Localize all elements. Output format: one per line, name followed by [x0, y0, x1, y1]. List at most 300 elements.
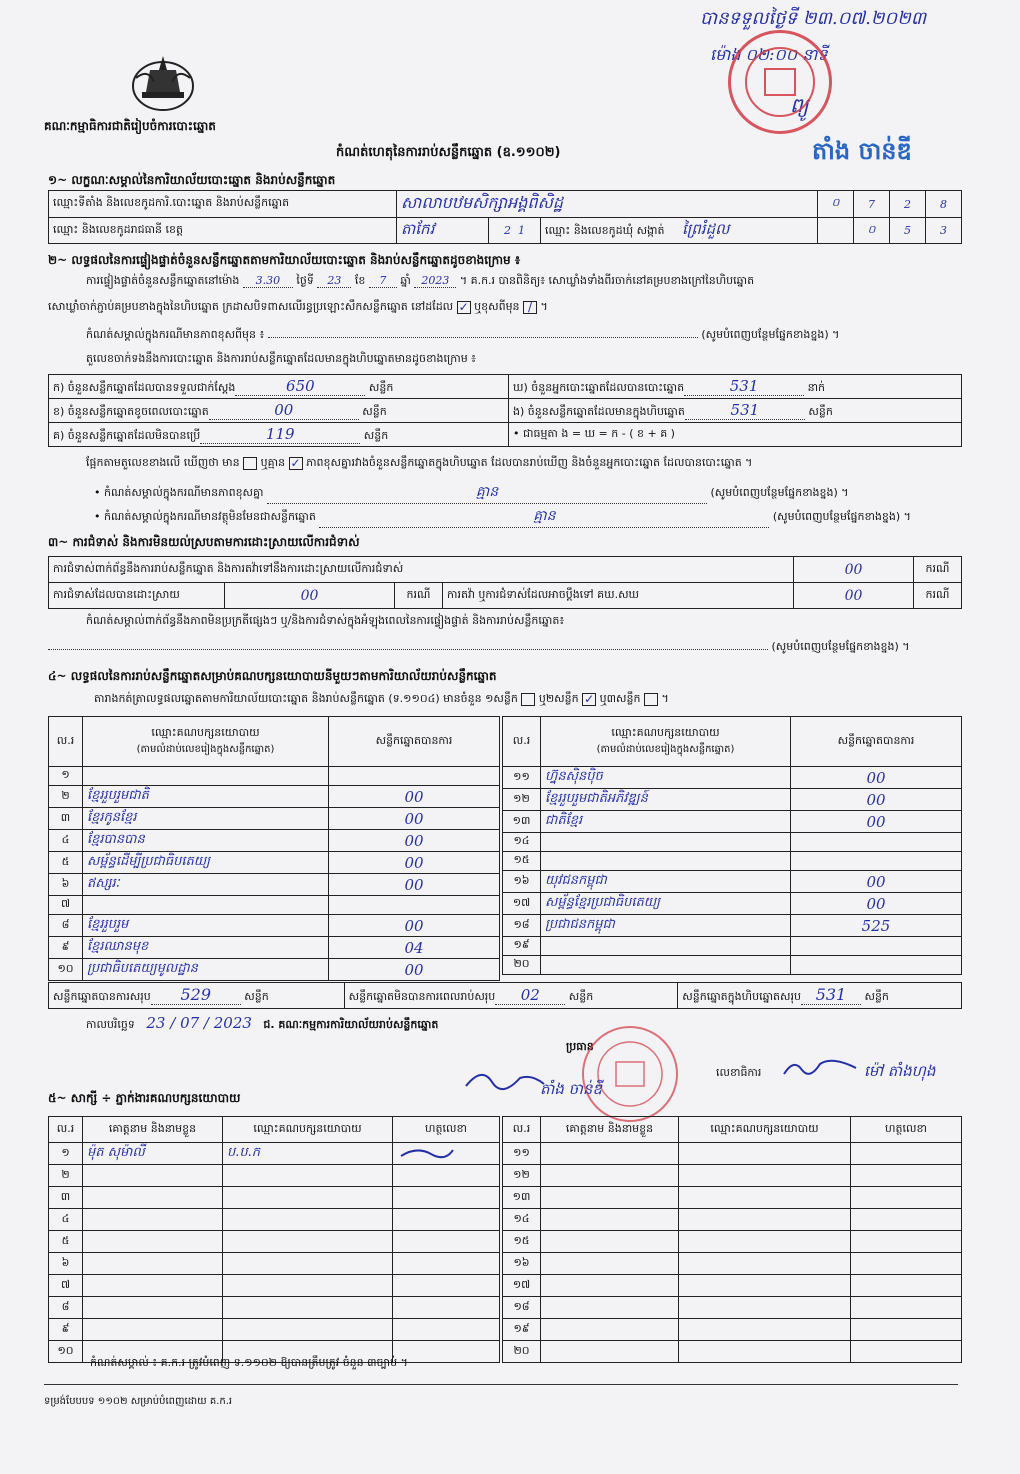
witness-row-party [223, 1165, 393, 1187]
result-row [503, 852, 962, 871]
result-row-votes: 00 [791, 767, 962, 789]
figure-ko-unit: សន្លឹក [363, 428, 389, 442]
total-box-cell [678, 983, 962, 1009]
difference-text: ភាពខុសគ្នារវាងចំនួនសន្លឹកឆ្នោតក្នុងហិបឆ្នោត ដែលបានរាប់ឃើញ និងចំនួនអ្នកបោះឆ្នោត ដែលបានបោះឆ្នោត ។ [306, 456, 753, 469]
total-box-value: 531 [801, 985, 861, 1005]
witness-row-party [223, 1297, 393, 1319]
result-row-party [541, 852, 791, 871]
receipt-note: បានទទួលថ្ងៃទី ២៣.០៧.២០២៣ [700, 8, 927, 29]
irregularity-note: កំណត់សម្គាល់ពាក់ព័ន្ធនឹងភាពមិនប្រក្រតីផ្សេងៗ ឬ/និងការជំទាស់ក្នុងអំឡុងពេលនៃការផ្ទៀងផ្ទាត់ និងការរាប់សន្លឹកឆ្នោត៖ [86, 614, 565, 627]
section2-title: ២~ លទ្ធផលនៃការផ្ទៀងផ្ទាត់ចំនួនសន្លឹកឆ្នោតតាមការិយាល័យបោះឆ្នោត និងរាប់សន្លឹកឆ្នោតដូចខាងក្រោម ៖ [48, 253, 521, 267]
figure-ko-label: គ) ចំនួនសន្លឹកឆ្នោតដែលមិនបានប្រើ [53, 428, 201, 442]
objection-row-label: ការជំទាស់ពាក់ព័ន្ធនឹងការរាប់សន្លឹកឆ្នោត និងការតវ៉ាទៅនឹងការដោះស្រាយលើការជំទាស់ [49, 557, 794, 583]
witness-row-name [541, 1209, 679, 1231]
witness-row-no: ៩ [49, 1319, 83, 1341]
witness-row-sig [851, 1319, 962, 1341]
result-row [503, 956, 962, 975]
footer-text: ទម្រង់បែបបទ ១១០២ សម្រាប់បំពេញដោយ គ.ក.រ [44, 1396, 233, 1407]
result-row-votes: 00 [791, 789, 962, 811]
result-row-no: ១៥ [503, 852, 541, 871]
irregularity-dots [48, 649, 768, 650]
witness-row-sig [393, 1319, 500, 1341]
commune-code-1: ០ [854, 218, 890, 244]
results-col-no: ល.រ [49, 717, 83, 767]
witness-row-no: ១១ [503, 1143, 541, 1165]
two-sheet-checkbox[interactable]: ✓ [584, 691, 595, 706]
result-row-votes [791, 833, 962, 852]
figure-kho [509, 375, 962, 399]
witness-row-name [541, 1187, 679, 1209]
witness-row-no: ១៤ [503, 1209, 541, 1231]
total-invalid-label: សន្លឹកឆ្នោតមិនបានការពេលរាប់សរុប [348, 989, 496, 1003]
figure-ka-label: ក) ចំនួនសន្លឹកឆ្នោតដែលបានទទួលជាក់ស្តែង [53, 380, 236, 394]
result-row-party: ខ្មែររួបរួមជាតិអភិវឌ្ឍន៍ [541, 789, 791, 811]
witness-row [503, 1319, 962, 1341]
location-label: ឈ្មោះទីតាំង និងលេខកូដការិ.បោះឆ្នោត និងរាប់សន្លឹកឆ្នោត [49, 191, 397, 218]
witness-row-name [541, 1275, 679, 1297]
official-stamp-bottom [582, 1026, 678, 1122]
witness-row-no: ៥ [49, 1231, 83, 1253]
location-code-3: 2 [890, 191, 926, 218]
witness-row-sig [851, 1187, 962, 1209]
result-row-no: ២០ [503, 956, 541, 975]
witness-table-right [502, 1116, 962, 1363]
chair-name: តាំង ចាន់ឌី [540, 1080, 602, 1098]
witness-row-name [541, 1297, 679, 1319]
witness-col-name-r: គោត្តនាម និងនាមខ្លួន [541, 1117, 679, 1143]
no-difference-label: ឬគ្មាន [260, 456, 286, 469]
result-row-votes: 00 [791, 893, 962, 915]
results-col-party [83, 717, 329, 767]
party-col-title-r: ឈ្មោះគណបក្សនយោបាយ [611, 726, 720, 739]
figure-kha-value: 00 [209, 401, 359, 420]
result-row [49, 830, 500, 852]
witness-row [49, 1253, 500, 1275]
result-row-no: ១០ [49, 959, 83, 981]
figure-ka-value: 650 [235, 377, 365, 396]
witness-row-name [541, 1165, 679, 1187]
result-row-party: ខ្មែរកូនខ្មែរ [83, 808, 329, 830]
secretary-name: ម៉ៅ តាំងហុង [864, 1062, 936, 1080]
result-row-no: ៨ [49, 915, 83, 937]
results-col-votes-r: សន្លឹកឆ្នោតបានការ [791, 717, 962, 767]
result-row [49, 808, 500, 830]
commission-name: គណៈកម្មាធិការជាតិរៀបចំការបោះឆ្នោត [44, 119, 216, 133]
result-row-no: ៥ [49, 852, 83, 874]
figures-table [48, 374, 962, 447]
witness-row-no: ១៧ [503, 1275, 541, 1297]
result-row-votes [791, 937, 962, 956]
witness-row-party [679, 1143, 851, 1165]
witness-row-sig [851, 1341, 962, 1363]
result-row [49, 937, 500, 959]
nonballot-note [94, 506, 960, 524]
irregularity-note-line2 [48, 640, 960, 658]
party-col-sub-r: (តាមលំដាប់លេខរៀងក្នុងសន្លឹកឆ្នោត) [596, 744, 735, 755]
result-row-party [83, 896, 329, 915]
figure-ko [49, 423, 509, 447]
witness-row-sig [393, 1209, 500, 1231]
witness-col-name: គោត្តនាម និងនាមខ្លួន [83, 1117, 223, 1143]
nonballot-label: • កំណត់សម្គាល់ក្នុងករណីមានវត្ថុមិនមែនជាសន្លឹកឆ្នោត [94, 510, 316, 523]
verify-year: 2023 [414, 274, 456, 288]
witness-col-sig-r: ហត្ថលេខា [851, 1117, 962, 1143]
difference-fill: (សូមបំពេញបន្ថែមផ្នែកខាងខ្នង) ។ [710, 486, 849, 499]
receipt-time: ម៉ោង ០២:០០ នាទី [710, 45, 828, 64]
witness-col-sig: ហត្ថលេខា [393, 1117, 500, 1143]
witness-row-name [541, 1341, 679, 1363]
result-row [49, 852, 500, 874]
verify-month: 7 [369, 274, 397, 288]
witness-row-sig [851, 1275, 962, 1297]
witness-row-sig [851, 1165, 962, 1187]
witness-row-no: ៧ [49, 1275, 83, 1297]
section3-title: ៣~ ការជំទាស់ និងការមិនយល់ស្របតាមការដោះស្រាយលើការជំទាស់ [48, 535, 360, 549]
nec-logo [128, 48, 198, 114]
resolved-label: ការជំទាស់ដែលបានដោះស្រាយ [49, 583, 225, 609]
result-row-votes [329, 767, 500, 786]
witness-row-sig [851, 1253, 962, 1275]
verification-line-1 [86, 274, 960, 292]
result-row-votes: 525 [791, 915, 962, 937]
difference-fill-note: (សូមបំពេញបន្ថែមផ្នែកខាងខ្នង) ។ [701, 328, 840, 341]
footer-rule [44, 1384, 958, 1385]
result-row [503, 833, 962, 852]
objection-row-value: 00 [794, 557, 914, 583]
figure-ngo-unit: សន្លឹក [808, 404, 833, 418]
witness-row-party [223, 1231, 393, 1253]
commune-code-2: 5 [890, 218, 926, 244]
figure-ka [49, 375, 509, 399]
province-code [489, 218, 541, 244]
appeal-value: 00 [794, 583, 914, 609]
section4-title: ៤~ លទ្ធផលនៃការរាប់សន្លឹកឆ្នោតសម្រាប់គណបក្សនយោបាយនីមួយៗតាមការិយាល័យរាប់សន្លឹកឆ្នោត [48, 669, 497, 683]
result-row-no: ១៨ [503, 915, 541, 937]
result-row-party: យុវជនកម្ពុជា [541, 871, 791, 893]
witness-row-name: ម៉ុត សុម៉ាលី [83, 1143, 223, 1165]
figure-ka-unit: សន្លឹក [368, 380, 394, 394]
result-row-votes: 00 [791, 811, 962, 833]
figure-ngo-value: 531 [685, 401, 805, 420]
difference-note [94, 482, 960, 500]
figure-kho-label: ឃ) ចំនួនអ្នកបោះឆ្នោតដែលបានបោះឆ្នោត [513, 380, 685, 394]
witness-row-sig [851, 1297, 962, 1319]
province-label: ឈ្មោះ និងលេខកូដរាជធានី ខេត្ត [49, 218, 397, 244]
result-row [49, 767, 500, 786]
figure-kha-label: ខ) ចំនួនសន្លឹកឆ្នោតខូចពេលបោះឆ្នោត [53, 404, 209, 418]
result-row [49, 959, 500, 981]
figures-intro: តួលេខចាក់ទងនឹងការបោះឆ្នោត និងការរាប់សន្លឹកឆ្នោតដែលមានក្នុងហិបឆ្នោតមានដូចខាងក្រោម ៖ [86, 352, 477, 365]
witness-row-party [223, 1319, 393, 1341]
total-valid-label: សន្លឹកឆ្នោតបានការសរុប [53, 990, 151, 1003]
result-row [503, 871, 962, 893]
received-by-label: តាំង ចាន់ឌី [812, 137, 912, 165]
witness-row-no: ៦ [49, 1253, 83, 1275]
location-code-1: ០ [818, 191, 854, 218]
official-stamp-top [728, 30, 832, 134]
witness-row-party [679, 1275, 851, 1297]
result-row-no: ៣ [49, 808, 83, 830]
results-col-votes: សន្លឹកឆ្នោតបានការ [329, 717, 500, 767]
has-difference-checkbox[interactable] [243, 457, 257, 470]
result-row-no: ៦ [49, 874, 83, 896]
result-row-no: ២ [49, 786, 83, 808]
witness-note: កំណត់សម្គាល់ ៖ គ.ក.រ ត្រូវបំពេញ ទ.១១០២ ឱ្យបានត្រឹមត្រូវ ចំនួន ៣ច្បាប់ ។ [90, 1356, 408, 1369]
location-value: សាលាបឋមសិក្សាអង្គពិសិដ្ឋ [397, 191, 818, 218]
result-row-party: ជាតិខ្មែរ [541, 811, 791, 833]
witness-row-name [83, 1187, 223, 1209]
tally-end: ។ [661, 692, 669, 705]
date-label: កាលបរិច្ឆេទ [86, 1018, 135, 1031]
result-row-party: ឥស្សរៈ [83, 874, 329, 896]
result-row-no: ១៧ [503, 893, 541, 915]
totals-table [48, 982, 962, 1009]
result-row-party: ប្រជាធិបតេយ្យមូលដ្ឋាន [83, 959, 329, 981]
verify-day-label: ថ្ងៃទី [296, 274, 314, 287]
witness-row-party [679, 1165, 851, 1187]
verify-month-label: ខែ [354, 274, 366, 287]
section1-title: ១~ លក្ខណៈសម្គាល់នៃការិយាល័យបោះឆ្នោត និងរាប់សន្លឹកឆ្នោត [48, 173, 336, 187]
result-row-no: ១៤ [503, 833, 541, 852]
witness-row-no: ១៣ [503, 1187, 541, 1209]
difference-note-value: គ្មាន [267, 482, 707, 504]
witness-row-sig [393, 1341, 500, 1363]
result-row [503, 811, 962, 833]
witness-col-no-r: ល.រ [503, 1117, 541, 1143]
section5-title: ៥~ សាក្សី ÷ ភ្នាក់ងារគណបក្សនយោបាយ [48, 1091, 241, 1105]
difference-note-dots [268, 337, 698, 338]
witness-row [49, 1319, 500, 1341]
result-row-no: ៤ [49, 830, 83, 852]
result-row-votes: 00 [329, 786, 500, 808]
result-row [49, 896, 500, 915]
witness-row [503, 1231, 962, 1253]
result-row-party: ហ្វ៊ុនស៊ិនប៉ិច [541, 767, 791, 789]
witness-col-party-r: ឈ្មោះគណបក្សនយោបាយ [679, 1117, 851, 1143]
result-row-votes [791, 956, 962, 975]
result-row-votes: 00 [329, 874, 500, 896]
difference-check-line [86, 456, 960, 474]
witness-col-no: ល.រ [49, 1117, 83, 1143]
objection-row-unit: ករណី [914, 557, 962, 583]
figure-ngo-label: ង) ចំនួនសន្លឹកឆ្នោតដែលមានក្នុងហិបឆ្នោត [513, 404, 685, 418]
difference-note-label-2: • កំណត់សម្គាល់ក្នុងករណីមានភាពខុសគ្នា [94, 486, 264, 499]
formula: • ជាធម្មតា ង = ឃ = ក - ( ខ + គ ) [509, 423, 962, 447]
total-box-unit: សន្លឹក [864, 990, 889, 1003]
witness-row [503, 1165, 962, 1187]
party-col-title: ឈ្មោះគណបក្សនយោបាយ [151, 726, 260, 739]
result-row-votes: 00 [329, 808, 500, 830]
resolved-value: 00 [225, 583, 395, 609]
result-row [503, 893, 962, 915]
secretary-signature [780, 1054, 860, 1084]
figure-ngo [509, 399, 962, 423]
witness-row-party [223, 1187, 393, 1209]
result-row-party: ខ្មែររួបរួមជាតិ [83, 786, 329, 808]
witness-row-sig [851, 1143, 962, 1165]
results-col-party-r [541, 717, 791, 767]
witness-row [503, 1187, 962, 1209]
witness-row-party [679, 1341, 851, 1363]
result-row [49, 915, 500, 937]
tally-sheet-note [94, 692, 960, 710]
result-row-party [83, 767, 329, 786]
province-value: តាកែវ [397, 218, 489, 244]
total-valid-value: 529 [151, 985, 241, 1005]
committee-label: ជ. គណៈកម្មការការិយាល័យរាប់សន្លឹកឆ្នោត [263, 1018, 439, 1031]
witness-row-name [541, 1253, 679, 1275]
result-row-no: ១១ [503, 767, 541, 789]
witness-row-sig [393, 1143, 500, 1165]
witness-table-left [48, 1116, 500, 1363]
witness-row-sig [393, 1297, 500, 1319]
total-invalid-value: 02 [495, 986, 565, 1005]
total-valid-cell [49, 983, 345, 1009]
witness-row-sig [393, 1231, 500, 1253]
total-box-label: សន្លឹកឆ្នោតក្នុងហិបឆ្នោតសរុប [682, 990, 801, 1003]
witness-row [49, 1187, 500, 1209]
result-row-party: ខ្មែររួបរួម [83, 915, 329, 937]
result-row-votes: 00 [329, 852, 500, 874]
witness-row-name [83, 1165, 223, 1187]
result-row-no: ១៣ [503, 811, 541, 833]
witness-row-sig [393, 1275, 500, 1297]
verify-time-label: ការផ្ទៀងផ្ទាត់ចំនួនសន្លឹកឆ្នោតនៅម៉ោង [86, 274, 240, 287]
witness-row [49, 1143, 500, 1165]
result-row [503, 789, 962, 811]
result-row-no: ៩ [49, 937, 83, 959]
witness-row-party [679, 1209, 851, 1231]
witness-row-no: ១៨ [503, 1297, 541, 1319]
figure-kho-unit: នាក់ [807, 380, 826, 394]
witness-row-name [83, 1275, 223, 1297]
result-row-no: ១ [49, 767, 83, 786]
different-label: ឬខុសពីមុន [474, 300, 520, 313]
total-valid-unit: សន្លឹក [244, 990, 269, 1003]
objection-table [48, 556, 962, 609]
nonballot-fill: (សូមបំពេញបន្ថែមផ្នែកខាងខ្នង) ។ [772, 510, 911, 523]
witness-row-name [83, 1209, 223, 1231]
witness-row-party [679, 1319, 851, 1341]
result-row [49, 786, 500, 808]
verify-year-label: ឆ្នាំ [400, 274, 411, 287]
witness-row-party [223, 1275, 393, 1297]
date-line [86, 1014, 960, 1032]
result-row-party: ខ្មែរបានបាន [83, 830, 329, 852]
witness-row [503, 1253, 962, 1275]
commune-code-spacer [818, 218, 854, 244]
result-row-party: ខ្មែរឈានមុខ [83, 937, 329, 959]
result-row-party [541, 937, 791, 956]
commune-cell [541, 218, 818, 244]
different-checkbox[interactable]: / [523, 301, 537, 314]
figure-ko-value: 119 [200, 425, 360, 444]
has-difference-label: ផ្អែកតាមតួលេខខាងលើ ឃើញថា មាន [86, 456, 240, 469]
witness-row-party [223, 1253, 393, 1275]
witness-row-party [679, 1297, 851, 1319]
result-row-votes: 00 [329, 915, 500, 937]
witness-row-party [679, 1231, 851, 1253]
witness-row-sig [393, 1165, 500, 1187]
result-row-votes: 00 [329, 959, 500, 981]
witness-row-name [541, 1319, 679, 1341]
result-row [49, 874, 500, 896]
difference-note-label: កំណត់សម្គាល់ក្នុងករណីមានភាពខុសពីមុន ៖ [86, 328, 265, 341]
witness-row-no: ៣ [49, 1187, 83, 1209]
figure-kha [49, 399, 509, 423]
tally-intro: តារាងកត់ត្រាលទ្ធផលឆ្នោតតាមការិយាល័យបោះឆ្នោត និងរាប់សន្លឹកឆ្នោត (ទ.១១០៤) មានចំនួន ១សន្លឹក [94, 692, 518, 705]
no-difference-checkbox[interactable]: ✓ [290, 455, 301, 470]
results-table-left [48, 716, 500, 981]
witness-row-party [223, 1209, 393, 1231]
nonballot-value: គ្មាន [319, 506, 769, 528]
results-table-right [502, 716, 962, 975]
witness-row-no: ១ [49, 1143, 83, 1165]
result-row-no: ១៩ [503, 937, 541, 956]
commune-value: ព្រៃរំដួល [682, 219, 730, 238]
chair-label: ប្រធាន [566, 1040, 594, 1053]
witness-row-no: ៤ [49, 1209, 83, 1231]
witness-row-no: ២ [49, 1165, 83, 1187]
witness-row-no: ១៥ [503, 1231, 541, 1253]
three-sheet-checkbox[interactable] [644, 693, 658, 706]
party-col-sub: (តាមលំដាប់លេខរៀងក្នុងសន្លឹកឆ្នោត) [136, 744, 275, 755]
witness-row-name [83, 1231, 223, 1253]
witness-row-name [83, 1253, 223, 1275]
verify-time: 3.30 [243, 274, 293, 288]
location-table [48, 190, 962, 244]
witness-row-sig [851, 1209, 962, 1231]
result-row-party: ប្រជាជនកម្ពុជា [541, 915, 791, 937]
witness-row-sig [393, 1187, 500, 1209]
witness-row-no: ១២ [503, 1165, 541, 1187]
result-row-party: សម្ព័ន្ធខ្មែរប្រជាធិបតេយ្យ [541, 893, 791, 915]
witness-row-name [541, 1143, 679, 1165]
witness-row [503, 1143, 962, 1165]
total-invalid-cell [344, 983, 678, 1009]
irregularity-fill: (សូមបំពេញបន្ថែមផ្នែកខាងខ្នង) ។ [771, 640, 910, 653]
seal-text: សោឃ្លាំចាក់ភ្ជាប់គម្របខាងក្នុងនៃហិបឆ្នោត ក្រដាសបិទពាសលើរន្ធប្រឡោះសឹកសន្លឹកឆ្នោត នៅដដែល [48, 300, 454, 313]
witness-row [503, 1209, 962, 1231]
one-sheet-checkbox[interactable] [521, 693, 535, 706]
three-sheet-label: ឬ៣សន្លឹក [599, 692, 641, 705]
result-row [503, 915, 962, 937]
appeal-label: ការតវ៉ា ឬការជំទាស់ដែលអាចប្តឹងទៅ គឃ.សឃ [443, 583, 794, 609]
witness-row [49, 1209, 500, 1231]
result-row-party: សម្ព័ន្ធដើម្បីប្រជាធិបតេយ្យ [83, 852, 329, 874]
witness-row [503, 1341, 962, 1363]
location-code-2: 7 [854, 191, 890, 218]
total-invalid-unit: សន្លឹក [568, 989, 594, 1003]
witness-row [49, 1231, 500, 1253]
result-row [503, 767, 962, 789]
result-row-votes [329, 896, 500, 915]
witness-row-sig [851, 1231, 962, 1253]
two-sheet-label: ឬ២សន្លឹក [538, 692, 579, 705]
province-code-2: 1 [518, 224, 525, 237]
receipt-initial: ព្យូ [790, 93, 809, 117]
same-checkbox[interactable]: ✓ [458, 299, 469, 314]
verification-line-2: សោឃ្លាំចាក់ភ្ជាប់គម្របខាងក្នុងនៃហិបឆ្នោត ក្រដាសបិទពាសលើរន្ធប្រឡោះសឹកសន្លឹកឆ្នោត នៅដដែល ✓ ឬខុសពីមុន / ។ [48, 299, 548, 314]
witness-row [503, 1275, 962, 1297]
form-title: កំណត់ហេតុនៃការរាប់សន្លឹកឆ្នោត (ឧ.១១០២) [336, 145, 561, 160]
witness-row-name [541, 1231, 679, 1253]
commune-code-3: 3 [926, 218, 962, 244]
date-value: 23 / 07 / 2023 [146, 1014, 252, 1032]
witness-row-no: ១៦ [503, 1253, 541, 1275]
result-row-votes [791, 852, 962, 871]
difference-note-line [86, 328, 960, 346]
